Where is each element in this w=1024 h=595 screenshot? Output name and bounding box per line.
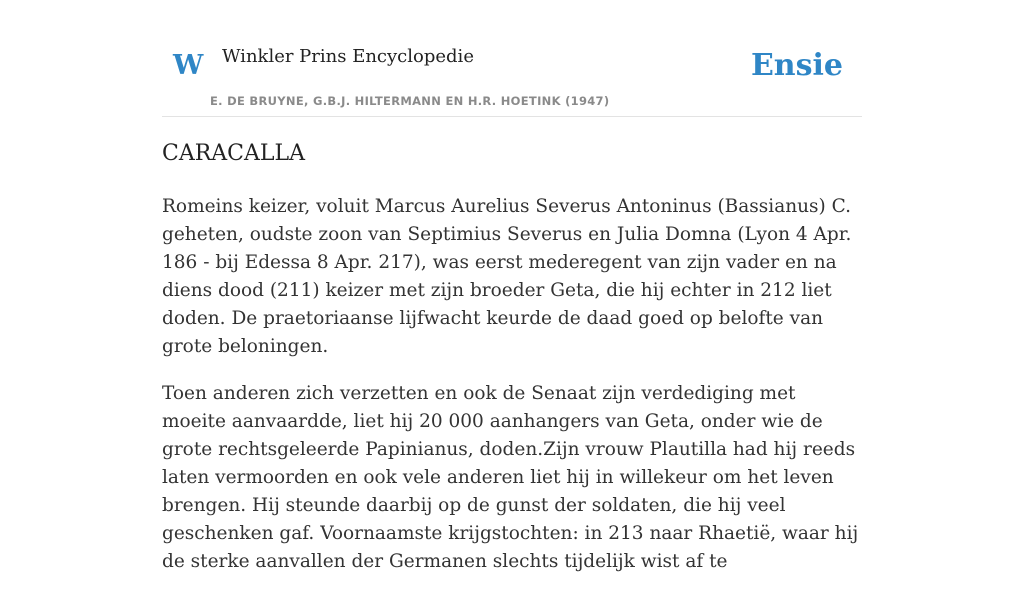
article-title: CARACALLA — [162, 141, 305, 166]
article-paragraph: Romeins keizer, voluit Marcus Aurelius Severus Antoninus (Bassianus) C. geheten, oudste zoon van Septimius Severus en Julia Domna (Lyon 4 Apr. 186 - bij Edessa 8 Apr. 217), was eerst mederegent van zijn vader en na diens dood (211) keizer met zijn broeder Geta, die hij echter in 212 liet doden. De praetoriaanse lijfwacht keurde de daad goed op belofte van grote beloningen. — [162, 196, 852, 357]
article-paragraph: Toen anderen zich verzetten en ook de Senaat zijn verdediging met moeite aanvaardde, liet hij 20 000 aanhangers van Geta, onder wie de grote rechtsgeleerde Papinianus, doden.Zijn vrouw Plautilla had hij reeds laten vermoorden en ook vele anderen liet hij in willekeur om het leven brengen. Hij steunde daarbij op de gunst der soldaten, die hij veel geschenken gaf. Voornaamste krijgstochten: in 213 naar Rhaetië, waar hij de sterke aanvallen der Germanen slechts tijdelijk wist af te — [162, 383, 859, 572]
header — [162, 0, 862, 117]
publication-authors: E. DE BRUYNE, G.B.J. HILTERMANN EN H.R. HOETINK (1947) — [210, 94, 610, 108]
publication-title[interactable]: Winkler Prins Encyclopedie — [222, 46, 474, 67]
publication-logo[interactable]: W — [173, 50, 204, 81]
article-body — [162, 193, 862, 595]
brand-logo[interactable]: Ensie — [750, 48, 843, 83]
